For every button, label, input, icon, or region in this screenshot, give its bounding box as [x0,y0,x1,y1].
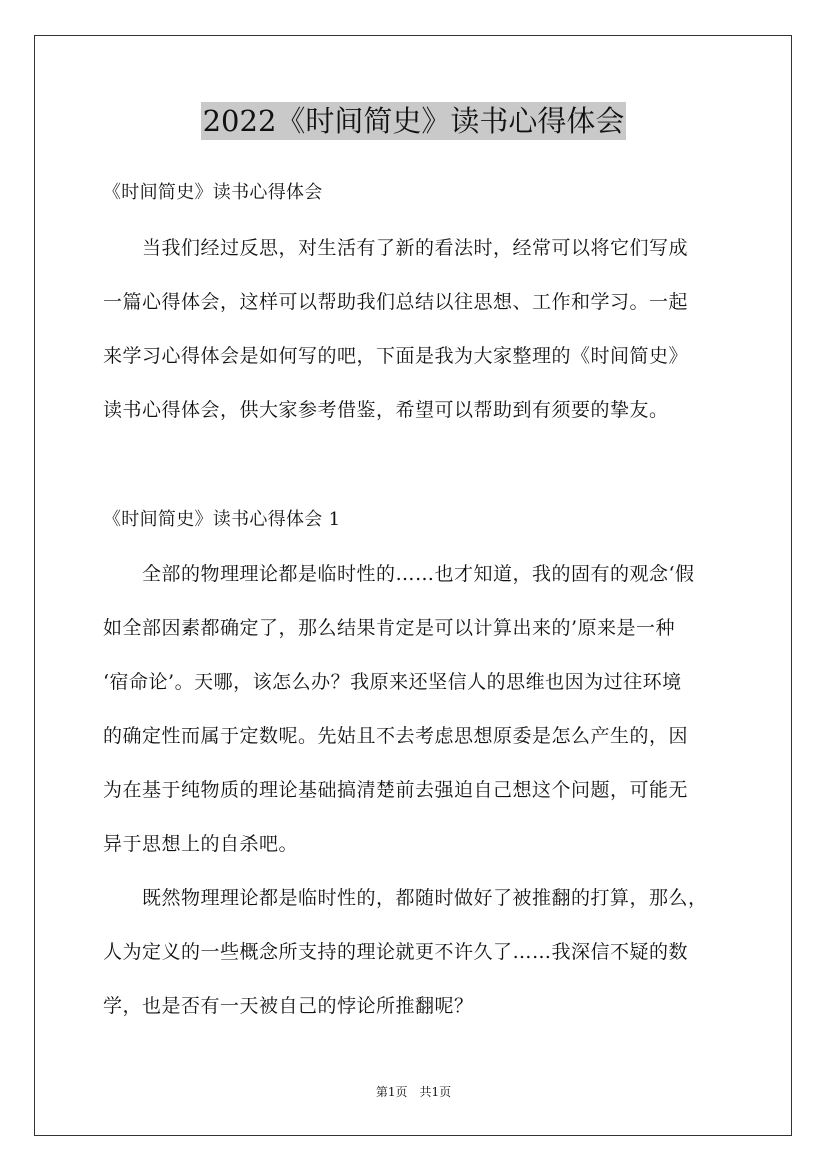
title-container [0,102,827,140]
intro-line: 读书心得体会，供大家参考借鉴，希望可以帮助到有须要的挚友。 [103,399,669,421]
document-subtitle: 《时间简史》读书心得体会 [103,182,323,203]
intro-line: 一篇心得体会，这样可以帮助我们总结以往思想、工作和学习。一起 [103,291,689,313]
intro-line: 来学习心得体会是如何写的吧，下面是我为大家整理的《时间简史》 [103,345,689,367]
page-number-footer: 第1页 共1页 [375,1085,452,1099]
paragraph-line: 异于思想上的自杀吧。 [103,833,299,855]
document-title: 2022《时间简史》读书心得体会 [202,104,625,138]
paragraph-line: 人为定义的一些概念所支持的理论就更不许久了……我深信不疑的数 [103,941,689,963]
paragraph-line: 为在基于纯物质的理论基础搞清楚前去强迫自己想这个问题，可能无 [103,779,689,801]
section-heading: 《时间简史》读书心得体会 1 [103,509,341,530]
intro-line: 当我们经过反思，对生活有了新的看法时，经常可以将它们写成 [103,237,689,259]
paragraph-line: 如全部因素都确定了，那么结果肯定是可以计算出来的’原来是一种 [103,617,676,639]
paragraph-line: 既然物理理论都是临时性的，都随时做好了被推翻的打算，那么， [103,887,708,909]
paragraph-line: 的确定性而属于定数呢。先姑且不去考虑思想原委是怎么产生的，因 [103,725,689,747]
paragraph-line: 学，也是否有一天被自己的悖论所推翻呢？ [103,995,474,1017]
paragraph-line: 全部的物理理论都是临时性的……也才知道，我的固有的观念‘假 [103,563,695,585]
paragraph-line: ‘宿命论’。天哪，该怎么办？我原来还坚信人的思维也因为过往环境 [103,671,682,693]
